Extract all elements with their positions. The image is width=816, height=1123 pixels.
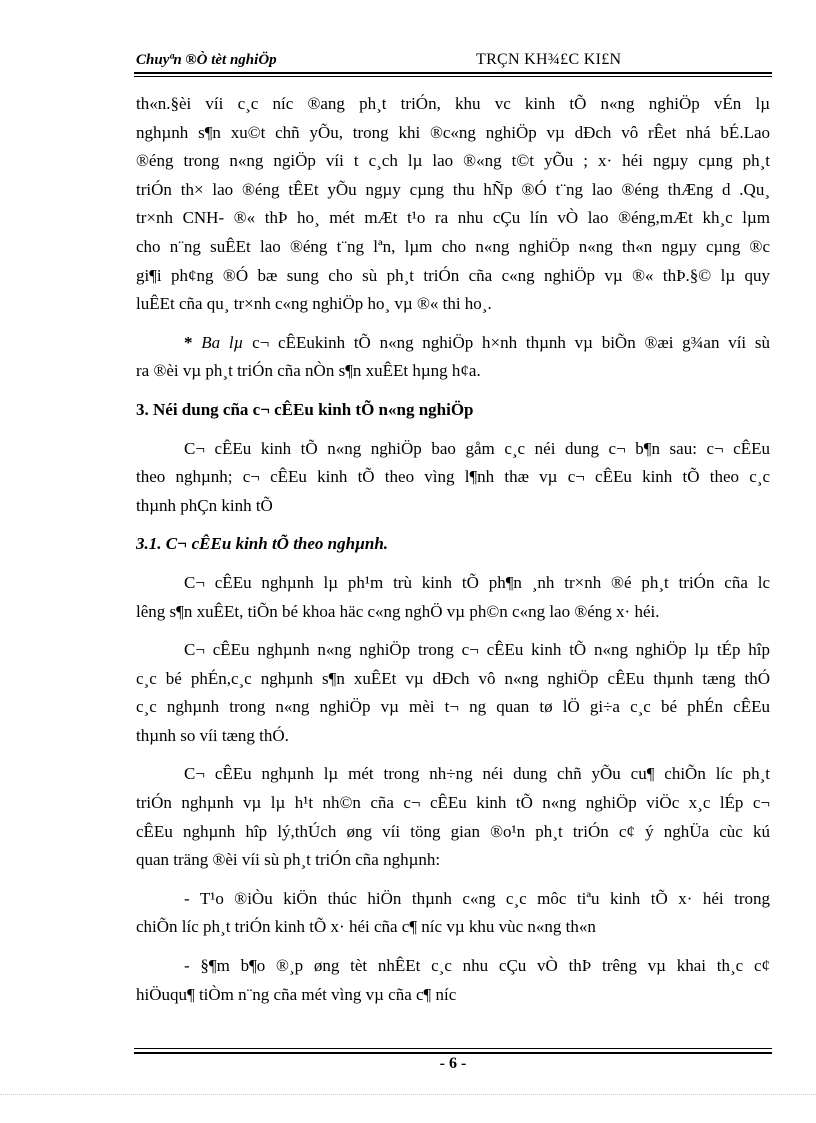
footer-rule-thin xyxy=(134,1048,772,1049)
text-line: lêng s¶n xuÊEt, tiÕn bé khoa häc c«ng nghÖ vµ ph©n c«ng lao ®éng x· héi. xyxy=(136,601,660,621)
header-document-type: Chuyªn ®Ò tèt nghiÖp xyxy=(136,52,277,68)
text-line: thµnh so víi tæng thÓ. xyxy=(136,725,289,745)
text-line: quan träng ®èi víi sù ph¸t triÓn cña nghµnh: xyxy=(136,850,441,870)
paragraph-1 xyxy=(136,90,770,319)
paragraph-5 xyxy=(136,636,770,750)
text-line: hiÖuqu¶ tiÒm n¨ng cña mét vìng vµ cña c¶ níc xyxy=(136,984,457,1004)
text-line: C¬ cÊEu kinh tÕ n«ng nghiÖp bao gåm c¸c néi dung c¬ b¶n sau: c¬ cÊEu xyxy=(184,438,770,458)
text-line: ®éng trong n«ng ngiÖp víi t c¸ch lµ lao ®«ng t©t yÕu ; x· héi ngµy cµng ph¸t xyxy=(136,151,770,171)
text-line: - T¹o ®iÒu kiÖn thúc hiÖn thµnh c«ng c¸c môc tiªu kinh tÕ x· héi trong xyxy=(184,888,770,908)
paragraph-3 xyxy=(136,435,770,521)
paragraph-2 xyxy=(136,329,770,386)
text-line: tr×nh CNH- ®« thÞ ho¸ mét mÆt t¹o ra nhu cÇu lín vÒ lao ®éng,mÆt kh¸c lµm xyxy=(136,208,770,228)
section-heading: 3. Néi dung cña c¬ cÊEu kinh tÕ n«ng nghiÖp xyxy=(136,399,474,419)
text-line xyxy=(136,329,770,358)
text-line: C¬ cÊEu nghµnh lµ mét trong nh÷ng néi dung chñ yÕu cu¶ chiÕn líc ph¸t xyxy=(184,764,770,784)
text-line: triÓn nghµnh vµ lµ h¹t nh©n cña c¬ cÊEu kinh tÕ n«ng nghiÖp viÖc x¸c lÉp c¬ xyxy=(136,793,770,813)
star-marker: * xyxy=(184,332,193,352)
page-number: - 6 - xyxy=(439,1055,467,1072)
text-span: c¬ cÊEukinh tÕ n«ng nghiÖp h×nh thµnh vµ biÕn ®æi g¾an víi sù xyxy=(252,332,770,352)
page-body xyxy=(136,90,770,1009)
header-rule-thin xyxy=(134,76,772,77)
text-line: ra ®èi vµ ph¸t triÓn cña nÒn s¶n xuÊEt hµng h¢a. xyxy=(136,361,481,381)
text-line: chiÕn líc ph¸t triÓn kinh tÕ x· héi cña c¶ níc vµ khu vùc n«ng th«n xyxy=(136,917,596,937)
text-line: c¸c nghµnh trong n«ng nghiÖp vµ mèi t¬ ng quan tø lÖ gi÷a c¸c bé phÉn cÊEu xyxy=(136,697,770,717)
text-line: C¬ cÊEu nghµnh lµ ph¹m trù kinh tÕ ph¶n ¸nh tr×nh ®é ph¸t triÓn cña lc xyxy=(184,572,770,592)
header-rule xyxy=(134,72,772,74)
text-line: thµnh phÇn kinh tÕ xyxy=(136,495,273,515)
bullet-item-2 xyxy=(136,952,770,1009)
text-line: th«n.§èi víi c¸c níc ®ang ph¸t triÓn, khu vc kinh tÕ n«ng nghiÖp vÉn lµ xyxy=(136,94,770,113)
bullet-item-1 xyxy=(136,885,770,942)
text-line: nghµnh s¶n xu©t chñ yÕu, trong khi ®c«ng nghiÖp vµ dÐch vô rÊet nhá bÉ.Lao xyxy=(136,122,770,142)
text-line: c¸c bé phÉn,c¸c nghµnh s¶n xuÊEt vµ dÐch vô n«ng nghiÖp cÊEu thµnh tæng thÓ xyxy=(136,668,770,688)
text-line: - §¶m b¶o ®¸p øng tèt nhÊEt c¸c nhu cÇu vÒ thÞ trêng vµ khai th¸c c¢ xyxy=(184,956,770,976)
text-line: triÓn th× lao ®éng tÊEt yÕu ngµy cµng thu hÑp ®Ó t¨ng lao ®éng thÆng d .Qu¸ xyxy=(136,179,770,199)
header-author-name: TRÇN KH¾£C KI£N xyxy=(476,51,622,68)
text-line: C¬ cÊEu nghµnh n«ng nghiÖp trong c¬ cÊEu kinh tÕ n«ng nghiÖp lµ tÉp hîp xyxy=(184,640,770,660)
page-header xyxy=(134,50,772,72)
paragraph-6 xyxy=(136,760,770,874)
subsection-heading: 3.1. C¬ cÊEu kinh tÕ theo nghµnh. xyxy=(136,534,389,554)
paragraph-4 xyxy=(136,569,770,626)
text-line: theo nghµnh; c¬ cÊEu kinh tÕ theo vìng l¶nh thæ vµ c¬ cÊEu kinh tÕ theo c¸c xyxy=(136,467,770,487)
footer-rule xyxy=(134,1052,772,1054)
text-line: cÊEu nghµnh hîp lý,thÚch øng víi töng gian ®o¹n ph¸t triÓn c¢ ý nghÜa cùc kú xyxy=(136,821,770,841)
text-line: luÊEt cña qu¸ tr×nh c«ng nghiÖp ho¸ vµ ®« thi ho¸. xyxy=(136,294,492,314)
emphasis-text: Ba lµ xyxy=(201,332,244,352)
text-line: gi¶i ph¢ng ®Ó bæ sung cho sù ph¸t triÓn cña c«ng nghiÖp vµ ®« thÞ.§© lµ quy xyxy=(136,265,770,285)
page-break-divider xyxy=(0,1094,816,1095)
text-line: cho n¨ng suÊEt lao ®éng t¨ng lªn, lµm cho n«ng nghiÖp n«ng th«n ngµy cµng ®c xyxy=(136,236,770,256)
